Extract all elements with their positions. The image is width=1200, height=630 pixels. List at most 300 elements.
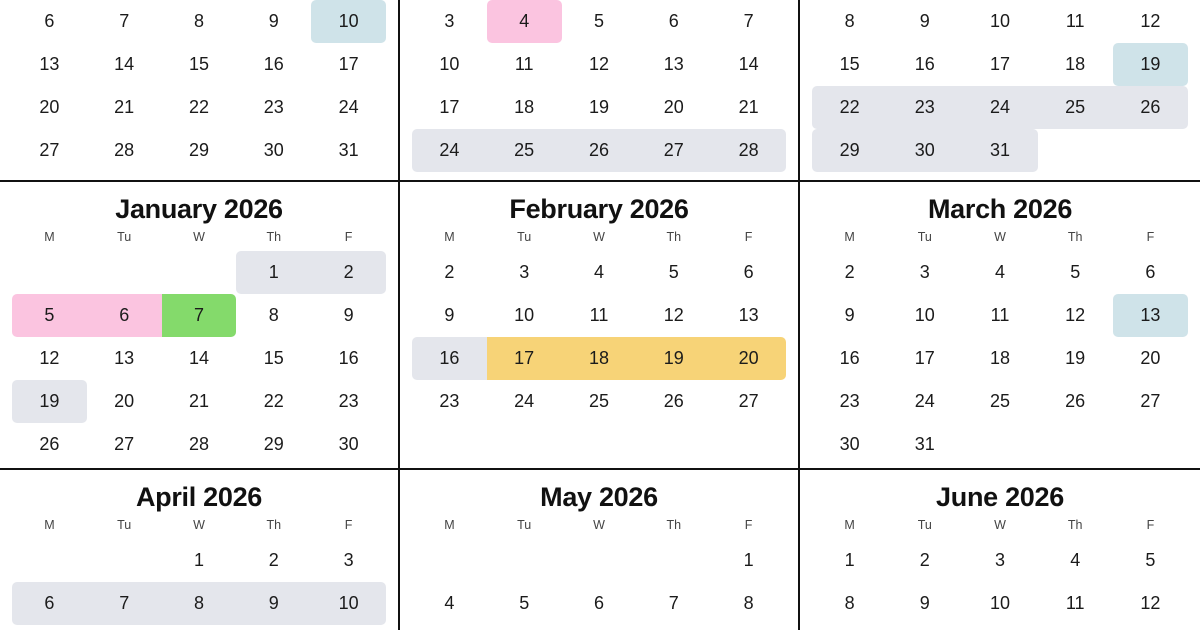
day-number: 8 [743,593,754,613]
day-number: 6 [44,593,55,613]
week-row [412,251,786,294]
day-cell[interactable] [812,423,887,466]
day-number: 16 [338,348,359,368]
day-number: 9 [919,593,930,613]
day-cell[interactable] [562,129,637,172]
day-number: 13 [114,348,135,368]
day-number: 10 [338,11,359,31]
day-number: 13 [663,54,684,74]
day-cell[interactable] [636,251,711,294]
day-number: 12 [663,305,684,325]
day-cell[interactable] [962,337,1037,380]
day-number: 24 [989,97,1010,117]
day-cell[interactable] [487,337,562,380]
day-number: 2 [343,262,354,282]
day-cell[interactable] [962,539,1037,582]
day-cell[interactable] [412,337,487,380]
day-cell[interactable] [711,0,786,43]
day-cell[interactable] [562,294,637,337]
month-block [400,470,800,630]
day-cell[interactable] [487,582,562,625]
day-cell[interactable] [12,380,87,423]
day-cell[interactable] [812,582,887,625]
day-cell[interactable] [1113,539,1188,582]
day-number: 22 [188,97,209,117]
day-cell[interactable] [962,294,1037,337]
day-cell[interactable] [412,0,487,43]
month-block [0,470,400,630]
day-number: 11 [514,54,534,74]
month-title: March 2026 [927,194,1073,224]
week-rows [12,0,386,172]
day-cell[interactable] [87,582,162,625]
day-cell[interactable] [311,380,386,423]
day-cell[interactable] [311,86,386,129]
day-cell[interactable] [1038,539,1113,582]
day-number: 12 [588,54,609,74]
day-cell[interactable] [311,129,386,172]
day-number: 30 [914,140,935,160]
day-cell[interactable] [412,294,487,337]
day-cell[interactable] [962,86,1037,129]
day-number: 16 [439,348,460,368]
weekday-header: Tu [517,230,532,244]
day-number: 4 [444,593,455,613]
weekday-header: F [1146,230,1155,244]
day-cell[interactable] [12,294,87,337]
day-cell[interactable] [1113,86,1188,129]
week-row [12,380,386,423]
weekday-header: Th [666,518,682,532]
day-cell[interactable] [636,337,711,380]
day-cell[interactable] [87,423,162,466]
day-cell-empty [636,539,711,582]
day-cell[interactable] [162,337,237,380]
day-number: 25 [588,391,609,411]
day-cell[interactable] [812,251,887,294]
day-cell[interactable] [636,0,711,43]
day-cell[interactable] [812,86,887,129]
day-cell[interactable] [311,43,386,86]
weekday-header: W [994,230,1006,244]
weekday-header: Tu [117,230,132,244]
weekday-header: Tu [117,518,132,532]
weekday-header: F [344,518,353,532]
day-number: 10 [338,593,359,613]
month-block [400,182,800,470]
day-number: 24 [338,97,359,117]
day-cell[interactable] [711,582,786,625]
day-number: 27 [1140,391,1161,411]
day-cell[interactable] [1038,86,1113,129]
day-number: 21 [114,97,135,117]
day-cell[interactable] [87,0,162,43]
day-cell[interactable] [962,380,1037,423]
day-cell[interactable] [887,380,962,423]
weekday-header: F [744,230,753,244]
day-cell[interactable] [1113,294,1188,337]
day-number: 26 [1140,97,1161,117]
day-cell[interactable] [87,337,162,380]
weekday-header: M [44,518,55,532]
day-cell[interactable] [162,380,237,423]
week-row [812,582,1188,625]
day-cell[interactable] [487,380,562,423]
day-cell[interactable] [311,294,386,337]
day-cell-empty [12,251,87,294]
day-cell[interactable] [162,86,237,129]
day-cell[interactable] [887,129,962,172]
weekday-header: M [844,230,855,244]
month-title: May 2026 [540,482,658,512]
day-number: 20 [1140,348,1161,368]
day-number: 2 [268,550,279,570]
day-number: 18 [514,97,535,117]
day-number: 29 [188,140,209,160]
day-number: 27 [663,140,684,160]
weekday-header: M [44,230,55,244]
day-cell[interactable] [711,380,786,423]
day-number: 7 [743,11,754,31]
day-cell[interactable] [562,337,637,380]
month-block [800,470,1200,630]
day-cell[interactable] [12,129,87,172]
day-cell[interactable] [12,582,87,625]
day-cell[interactable] [1038,294,1113,337]
day-number: 23 [338,391,359,411]
week-row [12,43,386,86]
day-number: 6 [1145,262,1156,282]
day-cell[interactable] [711,337,786,380]
weekday-header: M [444,518,455,532]
day-cell[interactable] [236,423,311,466]
day-cell[interactable] [236,337,311,380]
day-number: 25 [514,140,535,160]
day-number: 11 [1065,11,1085,31]
day-number: 19 [663,348,684,368]
day-number: 31 [989,140,1010,160]
day-cell[interactable] [162,0,237,43]
day-number: 10 [514,305,535,325]
day-number: 27 [738,391,759,411]
day-cell[interactable] [311,582,386,625]
day-number: 9 [844,305,855,325]
day-cell[interactable] [12,0,87,43]
day-cell[interactable] [1038,251,1113,294]
day-number: 4 [1070,550,1081,570]
week-row [812,423,1188,466]
day-number: 4 [593,262,604,282]
day-cell-empty [487,539,562,582]
day-number: 3 [994,550,1005,570]
weekday-header: F [1146,518,1155,532]
day-number: 30 [263,140,284,160]
day-cell[interactable] [812,539,887,582]
day-number: 2 [919,550,930,570]
day-cell[interactable] [1113,337,1188,380]
day-cell[interactable] [887,423,962,466]
month-title: June 2026 [936,482,1064,512]
week-row [412,86,786,129]
day-cell[interactable] [236,539,311,582]
day-cell[interactable] [1038,43,1113,86]
day-cell[interactable] [887,582,962,625]
day-cell[interactable] [812,129,887,172]
day-cell[interactable] [887,337,962,380]
day-cell[interactable] [962,129,1037,172]
day-cell[interactable] [412,251,487,294]
day-number: 20 [114,391,135,411]
day-cell[interactable] [711,539,786,582]
week-row [412,129,786,172]
week-row [812,0,1188,43]
day-number: 25 [1065,97,1086,117]
day-cell[interactable] [487,129,562,172]
day-cell[interactable] [562,380,637,423]
day-number: 1 [268,262,279,282]
day-cell[interactable] [87,43,162,86]
week-row [12,294,386,337]
day-cell[interactable] [487,0,562,43]
week-row [12,251,386,294]
week-rows [812,251,1188,466]
day-cell[interactable] [812,380,887,423]
day-cell[interactable] [562,582,637,625]
day-cell[interactable] [1038,380,1113,423]
day-cell[interactable] [1113,0,1188,43]
day-cell[interactable] [1113,380,1188,423]
day-number: 29 [839,140,860,160]
day-cell[interactable] [636,129,711,172]
day-cell[interactable] [487,86,562,129]
day-number: 5 [1070,262,1081,282]
day-number: 7 [119,593,130,613]
day-cell-empty [412,539,487,582]
day-cell[interactable] [562,43,637,86]
day-number: 15 [188,54,209,74]
day-cell[interactable] [887,86,962,129]
day-number: 21 [738,97,759,117]
day-cell[interactable] [1038,337,1113,380]
day-number: 6 [44,11,55,31]
day-number: 17 [439,97,460,117]
day-number: 28 [738,140,759,160]
day-number: 2 [844,262,855,282]
day-cell[interactable] [487,251,562,294]
day-cell[interactable] [162,539,237,582]
day-number: 18 [989,348,1010,368]
day-cell[interactable] [1113,582,1188,625]
day-cell[interactable] [711,129,786,172]
day-number: 8 [844,593,855,613]
day-cell[interactable] [236,582,311,625]
day-number: 14 [738,54,759,74]
month-block [800,0,1200,182]
day-number: 28 [188,434,209,454]
day-cell[interactable] [311,423,386,466]
day-cell[interactable] [812,0,887,43]
day-cell[interactable] [962,0,1037,43]
day-number: 12 [1140,11,1161,31]
week-row [12,0,386,43]
day-cell[interactable] [562,251,637,294]
day-cell[interactable] [236,251,311,294]
day-cell[interactable] [236,43,311,86]
day-number: 11 [990,305,1010,325]
day-number: 18 [1065,54,1086,74]
day-cell-empty [87,251,162,294]
day-cell[interactable] [12,337,87,380]
week-row [812,86,1188,129]
day-cell[interactable] [562,0,637,43]
day-cell[interactable] [236,380,311,423]
day-number: 22 [839,97,860,117]
day-cell[interactable] [412,43,487,86]
day-cell[interactable] [162,43,237,86]
day-cell[interactable] [636,294,711,337]
day-cell[interactable] [487,294,562,337]
week-row [812,539,1188,582]
day-cell[interactable] [162,423,237,466]
day-number: 25 [989,391,1010,411]
day-number: 8 [844,11,855,31]
day-number: 14 [188,348,209,368]
day-cell[interactable] [236,86,311,129]
day-cell[interactable] [962,251,1037,294]
day-number: 3 [519,262,530,282]
day-cell[interactable] [1113,43,1188,86]
day-number: 7 [668,593,679,613]
day-number: 5 [44,305,55,325]
day-cell[interactable] [311,251,386,294]
day-cell[interactable] [236,0,311,43]
day-cell[interactable] [812,337,887,380]
day-cell[interactable] [236,129,311,172]
day-number: 26 [588,140,609,160]
day-cell-empty [562,539,637,582]
weekday-header: Tu [517,518,532,532]
day-cell[interactable] [412,380,487,423]
weekday-header: M [844,518,855,532]
month-title: April 2026 [135,482,263,512]
day-number: 26 [1065,391,1086,411]
day-number: 10 [914,305,935,325]
day-cell[interactable] [636,582,711,625]
day-number: 30 [839,434,860,454]
week-row [412,43,786,86]
day-cell[interactable] [412,86,487,129]
week-row [812,129,1188,172]
day-cell[interactable] [87,129,162,172]
day-cell[interactable] [12,43,87,86]
day-cell[interactable] [87,380,162,423]
day-number: 23 [263,97,284,117]
day-cell[interactable] [1038,582,1113,625]
day-cell[interactable] [636,86,711,129]
weekday-header: Th [1067,230,1083,244]
day-cell[interactable] [162,129,237,172]
day-cell[interactable] [162,294,237,337]
day-cell[interactable] [412,582,487,625]
day-cell[interactable] [887,539,962,582]
day-cell[interactable] [87,86,162,129]
week-row [12,582,386,625]
month-block [800,182,1200,470]
day-cell[interactable] [962,43,1037,86]
week-rows [812,0,1188,172]
day-cell[interactable] [311,337,386,380]
day-cell[interactable] [711,43,786,86]
week-rows [412,539,786,625]
day-cell[interactable] [636,43,711,86]
day-cell[interactable] [12,423,87,466]
day-cell-empty [1113,423,1188,466]
day-cell[interactable] [887,251,962,294]
day-number: 1 [743,550,754,570]
day-cell[interactable] [1038,0,1113,43]
day-cell[interactable] [887,0,962,43]
day-number: 10 [989,593,1010,613]
month-block [400,0,800,182]
day-number: 10 [439,54,460,74]
day-cell[interactable] [887,294,962,337]
day-number: 30 [338,434,359,454]
day-number: 9 [444,305,455,325]
day-number: 12 [39,348,60,368]
day-cell[interactable] [711,251,786,294]
week-row [12,539,386,582]
weekday-header: W [593,518,605,532]
month-block [0,0,400,182]
weekday-header: Th [266,518,282,532]
week-row [12,337,386,380]
day-number: 12 [1065,305,1086,325]
day-number: 23 [914,97,935,117]
day-cell[interactable] [962,582,1037,625]
weekday-header-row [412,227,786,247]
day-number: 15 [263,348,284,368]
day-cell[interactable] [487,43,562,86]
weekday-header: Tu [917,230,932,244]
day-number: 16 [263,54,284,74]
day-cell[interactable] [12,86,87,129]
day-number: 16 [839,348,860,368]
day-cell[interactable] [311,0,386,43]
day-cell-empty [962,423,1037,466]
day-cell[interactable] [412,129,487,172]
day-cell[interactable] [887,43,962,86]
day-number: 8 [268,305,279,325]
day-cell[interactable] [562,86,637,129]
day-number: 9 [343,305,354,325]
day-number: 26 [663,391,684,411]
day-number: 6 [119,305,130,325]
day-cell[interactable] [812,43,887,86]
day-cell[interactable] [87,294,162,337]
day-cell[interactable] [311,539,386,582]
day-cell[interactable] [711,294,786,337]
weekday-header-row [812,515,1188,535]
day-cell[interactable] [1113,251,1188,294]
day-number: 26 [39,434,60,454]
day-cell[interactable] [711,86,786,129]
day-number: 13 [738,305,759,325]
day-cell[interactable] [162,582,237,625]
day-cell[interactable] [236,294,311,337]
day-cell[interactable] [636,380,711,423]
day-number: 13 [39,54,60,74]
day-cell[interactable] [812,294,887,337]
